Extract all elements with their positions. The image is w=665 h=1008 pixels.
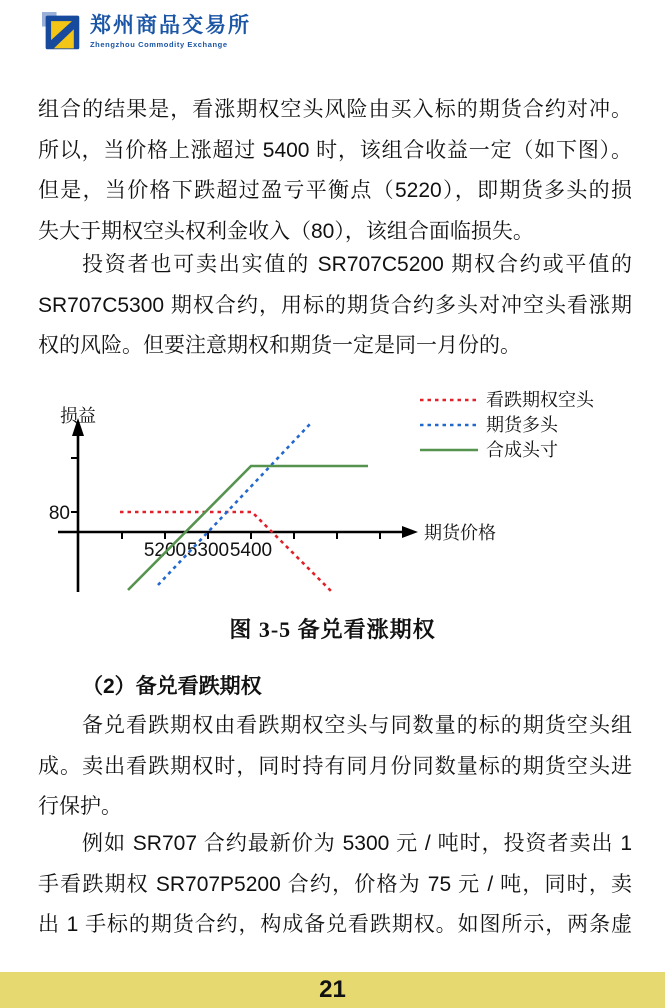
paragraph-3 xyxy=(38,706,632,828)
legend-label-synthetic: 合成头寸 xyxy=(486,440,558,460)
text-line: 例如 SR707 合约最新价为 5300 元 / 吨时，投资者卖出 1 xyxy=(82,832,632,855)
text-line: SR707C5300 期权合约，用标的期货合约多头对冲空头看涨期 xyxy=(38,293,632,317)
paragraph-1 xyxy=(38,90,632,252)
paragraph-4 xyxy=(38,824,632,946)
x-tick-label-5400: 5400 xyxy=(229,540,273,561)
series-synthetic-line xyxy=(128,466,368,590)
text-line: 组合的结果是，看涨期权空头风险由买入标的期货合约对冲。 xyxy=(38,98,632,121)
text-line: 手看跌期权 SR707P5200 合约，价格为 75 元 / 吨，同时，卖 xyxy=(38,872,632,896)
text-line: 出 1 手标的期货合约，构成备兑看跌期权。如图所示，两条虚 xyxy=(38,913,632,936)
page-number: 21 xyxy=(319,976,346,1003)
legend-label-short-put: 看跌期权空头 xyxy=(486,390,594,410)
payoff-chart xyxy=(0,380,665,615)
y-axis-label: 损益 xyxy=(60,406,96,426)
page-header xyxy=(42,11,251,53)
x-axis-arrow-icon xyxy=(402,526,418,538)
brand-name-cn: 郑州商品交易所 xyxy=(90,14,251,37)
footer-bar xyxy=(0,972,665,1008)
text-line: 但是，当价格下跌超过盈亏平衡点（5220），即期货多头的损 xyxy=(38,179,632,202)
brand-name-en: Zhengzhou Commodity Exchange xyxy=(90,40,228,49)
text-line: 所以，当价格上涨超过 5400 时，该组合收益一定（如下图）。 xyxy=(38,138,632,162)
y-tick-label-80: 80 xyxy=(48,503,70,524)
brand-text xyxy=(90,11,251,49)
zce-logo-icon xyxy=(42,11,82,53)
figure-caption: 图 3-5 备兑看涨期权 xyxy=(229,617,436,642)
text-line: 失大于期权空头权利金收入（80），该组合面临损失。 xyxy=(38,219,534,243)
section-heading: （2）备兑看跌期权 xyxy=(82,675,262,698)
text-line: 权的风险。但要注意期权和期货一定是同一月份的。 xyxy=(38,334,521,357)
x-axis-label: 期货价格 xyxy=(424,523,496,543)
text-line: 行保护。 xyxy=(38,795,122,818)
x-tick-label-5300: 5300 xyxy=(186,540,230,561)
text-line: 投资者也可卖出实值的 SR707C5200 期权合约或平值的 xyxy=(82,253,632,276)
chart-legend xyxy=(420,390,595,460)
paragraph-2 xyxy=(38,245,632,367)
text-line: 备兑看跌期权由看跌期权空头与同数量的标的期货空头组 xyxy=(82,714,632,737)
x-tick-label-5200: 5200 xyxy=(143,540,187,561)
legend-label-futures-long: 期货多头 xyxy=(486,415,558,435)
text-line: 成。卖出看跌期权时，同时持有同月份同数量标的期货空头进 xyxy=(38,754,632,778)
